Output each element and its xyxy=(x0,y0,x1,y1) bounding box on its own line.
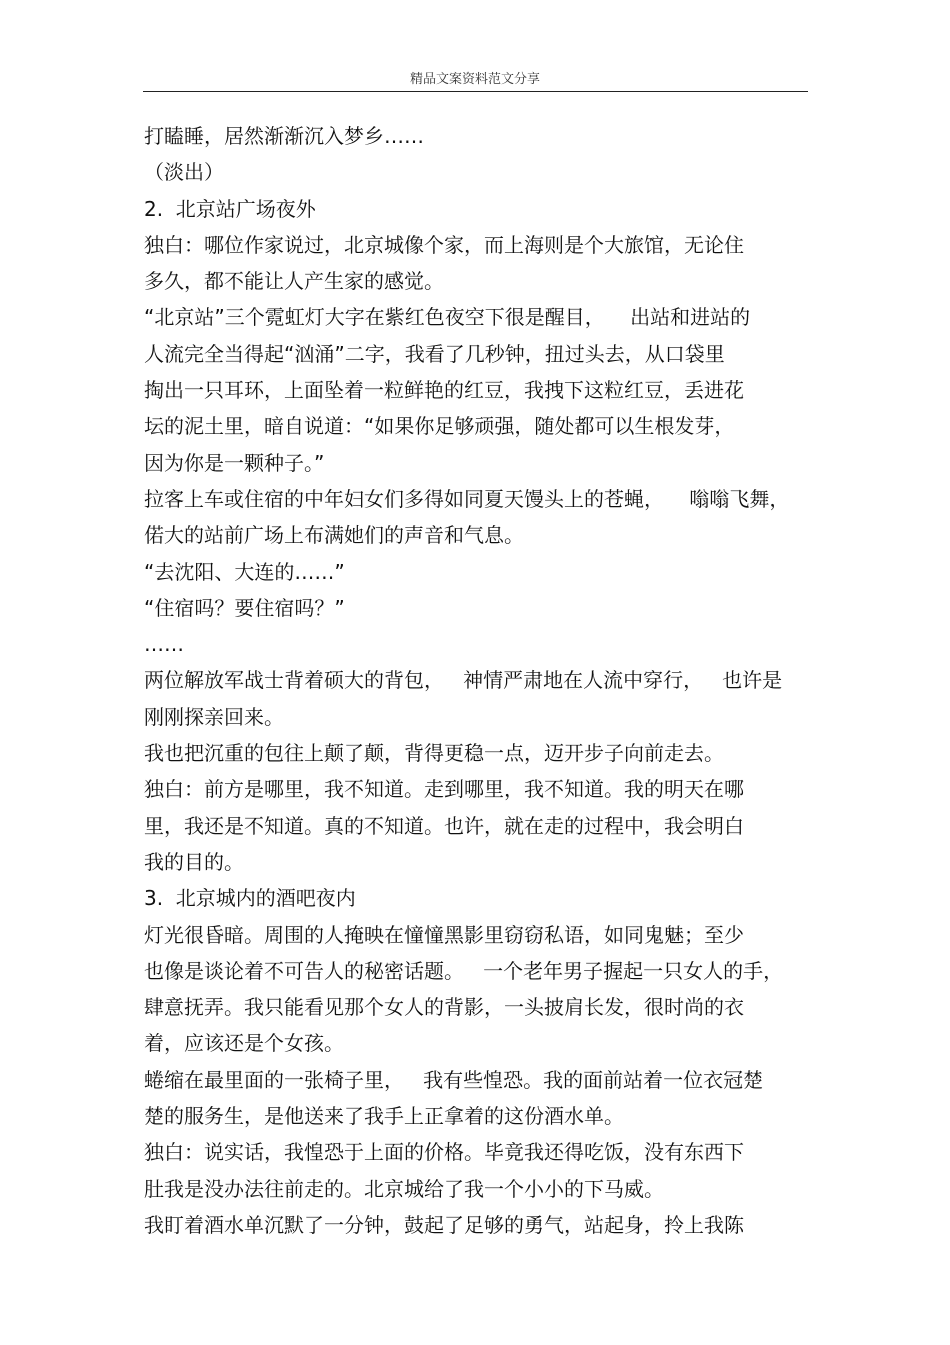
text-line: 我的目的。 xyxy=(144,849,244,874)
header-divider xyxy=(143,91,808,92)
text-line: 我也把沉重的包往上颠了颠，背得更稳一点，迈开步子向前走去。 xyxy=(144,741,724,766)
page-header: 精品文案资料范文分享 xyxy=(409,72,540,87)
text-line: 也像是谈论着不可告人的秘密话题。 一个老年男子握起一只女人的手， xyxy=(144,958,784,983)
section-heading: 3. 北京城内的酒吧夜内 xyxy=(144,886,356,911)
text-line: 因为你是一颗种子。” xyxy=(144,450,325,475)
text-line: “北京站”三个霓虹灯大字在紫红色夜空下很是醒目， 出站和进站的 xyxy=(144,305,751,330)
text-line: 人流完全当得起“汹涌”二字，我看了几秒钟，扭过头去，从口袋里 xyxy=(144,341,725,366)
text-line: 多久，都不能让人产生家的感觉。 xyxy=(144,269,444,294)
text-line: 独白：前方是哪里，我不知道。走到哪里，我不知道。我的明天在哪 xyxy=(144,777,744,802)
text-line: 我盯着酒水单沉默了一分钟，鼓起了足够的勇气，站起身，拎上我陈 xyxy=(144,1212,744,1237)
text-line: 楚的服务生，是他送来了我手上正拿着的这份酒水单。 xyxy=(144,1104,624,1129)
text-line: 刚刚探亲回来。 xyxy=(144,704,284,729)
text-line: 灯光很昏暗。周围的人掩映在憧憧黑影里窃窃私语，如同鬼魅；至少 xyxy=(144,922,744,947)
text-line: “住宿吗？要住宿吗？” xyxy=(144,595,345,620)
text-line: 两位解放军战士背着硕大的背包， 神情严肃地在人流中穿行， 也许是 xyxy=(144,668,783,693)
text-line: 坛的泥土里，暗自说道：“如果你足够顽强，随处都可以生根发芽， xyxy=(144,414,735,439)
text-line: 偌大的站前广场上布满她们的声音和气息。 xyxy=(144,523,524,548)
text-line: 独白：说实话，我惶恐于上面的价格。毕竟我还得吃饭，没有东西下 xyxy=(144,1140,744,1165)
text-line: 着，应该还是个女孩。 xyxy=(144,1031,344,1056)
text-line: 里，我还是不知道。真的不知道。也许，就在走的过程中，我会明白 xyxy=(144,813,744,838)
section-heading: 2. 北京站广场夜外 xyxy=(144,196,316,221)
text-line: （淡出） xyxy=(144,160,224,185)
text-line: 打瞌睡，居然渐渐沉入梦乡…… xyxy=(144,124,424,148)
text-line: 掏出一只耳环，上面坠着一粒鲜艳的红豆，我拽下这粒红豆，丢进花 xyxy=(144,378,744,403)
text-line: 肆意抚弄。我只能看见那个女人的背影，一头披肩长发，很时尚的衣 xyxy=(144,995,744,1020)
text-line: 蜷缩在最里面的一张椅子里， 我有些惶恐。我的面前站着一位衣冠楚 xyxy=(144,1067,764,1092)
text-line: 独白：哪位作家说过，北京城像个家，而上海则是个大旅馆，无论住 xyxy=(144,232,744,257)
document-body xyxy=(144,118,824,1243)
text-line: “去沈阳、大连的……” xyxy=(144,559,345,584)
text-line: …… xyxy=(144,632,184,657)
text-line: 拉客上车或住宿的中年妇女们多得如同夏天馒头上的苍蝇， 嗡嗡飞舞， xyxy=(144,486,790,511)
text-line: 肚我是没办法往前走的。北京城给了我一个小小的下马威。 xyxy=(144,1176,664,1201)
